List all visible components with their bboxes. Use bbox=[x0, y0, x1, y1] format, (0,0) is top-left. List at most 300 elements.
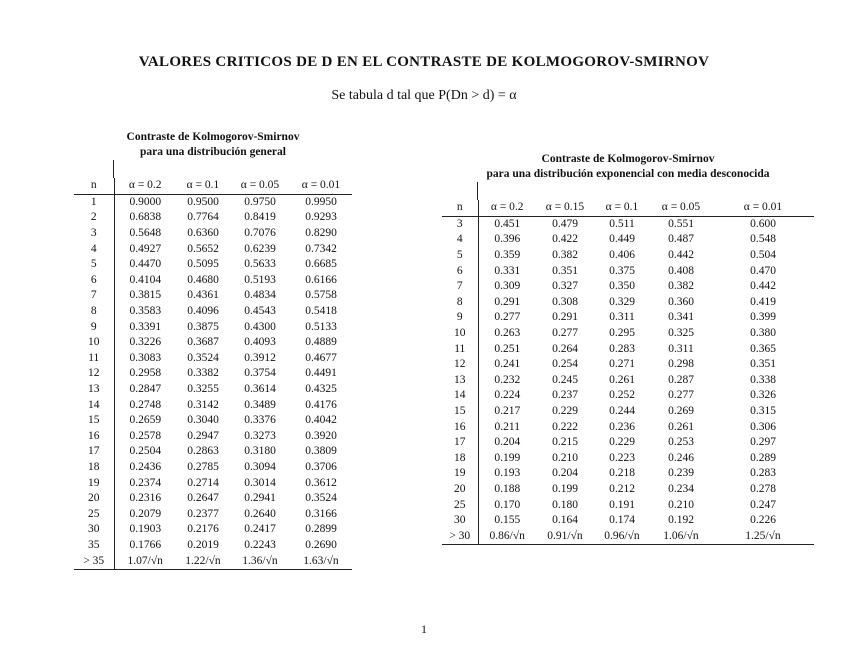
critical-value-cell: 0.5095 bbox=[187, 258, 219, 271]
column-header-alpha: α = 0.05 bbox=[650, 200, 712, 216]
critical-value-cell: 0.3912 bbox=[244, 351, 276, 364]
table-row bbox=[74, 522, 352, 538]
critical-value-cell: 0.6360 bbox=[187, 227, 219, 240]
critical-value-cell: 0.236 bbox=[609, 420, 635, 433]
critical-value-cell: 0.2941 bbox=[244, 492, 276, 505]
column-header-alpha: α = 0.1 bbox=[594, 200, 650, 216]
critical-value-cell: 0.239 bbox=[668, 467, 694, 480]
critical-value-cell: 0.298 bbox=[668, 358, 694, 371]
critical-value-cell: 0.263 bbox=[494, 327, 521, 340]
critical-value-cell: 0.261 bbox=[668, 420, 694, 433]
critical-value-cell: 0.180 bbox=[552, 498, 578, 511]
critical-value-cell: 0.3809 bbox=[305, 445, 337, 458]
critical-value-cell: 0.1903 bbox=[129, 523, 162, 536]
critical-value-cell: 0.3489 bbox=[244, 398, 276, 411]
table-row bbox=[74, 491, 352, 507]
critical-value-cell: 0.86/√n bbox=[478, 528, 536, 544]
column-header-alpha: α = 0.2 bbox=[478, 200, 536, 216]
critical-value-cell: 0.241 bbox=[494, 358, 521, 371]
critical-value-cell: 0.419 bbox=[750, 295, 776, 308]
row-n-cell: 9 bbox=[442, 310, 478, 326]
row-n-cell: 14 bbox=[74, 397, 114, 413]
table-row bbox=[74, 460, 352, 476]
critical-value-cell: 0.551 bbox=[668, 217, 694, 230]
critical-value-cell: 1.63/√n bbox=[290, 553, 352, 569]
critical-value-cell: 0.6239 bbox=[244, 242, 276, 255]
critical-value-cell: 0.600 bbox=[750, 217, 776, 230]
critical-value-cell: 0.4042 bbox=[305, 414, 337, 427]
table-row bbox=[442, 497, 814, 513]
table-row bbox=[442, 513, 814, 529]
critical-value-cell: 0.278 bbox=[750, 482, 776, 495]
critical-value-cell: 0.9950 bbox=[305, 195, 337, 208]
critical-value-cell: 0.3524 bbox=[187, 351, 219, 364]
row-n-cell: 18 bbox=[74, 460, 114, 476]
row-n-cell: 15 bbox=[442, 404, 478, 420]
table-row bbox=[442, 482, 814, 498]
table-exponential bbox=[442, 200, 814, 545]
table-row bbox=[74, 397, 352, 413]
critical-value-cell: 0.5648 bbox=[129, 227, 162, 240]
critical-value-cell: 0.96/√n bbox=[594, 528, 650, 544]
critical-value-cell: 0.9000 bbox=[129, 195, 162, 208]
critical-value-cell: 0.5418 bbox=[305, 305, 337, 318]
critical-value-cell: 0.291 bbox=[552, 311, 578, 324]
critical-value-cell: 0.234 bbox=[668, 482, 694, 495]
critical-value-cell: 0.271 bbox=[609, 358, 635, 371]
critical-value-cell: 0.359 bbox=[494, 249, 521, 262]
table-row bbox=[442, 295, 814, 311]
critical-value-cell: 0.192 bbox=[668, 514, 694, 527]
critical-value-cell: 0.199 bbox=[552, 482, 578, 495]
critical-value-cell: 0.9750 bbox=[244, 195, 276, 208]
critical-value-cell: 0.2578 bbox=[129, 429, 162, 442]
critical-value-cell: 0.277 bbox=[552, 327, 578, 340]
critical-value-cell: 0.326 bbox=[750, 389, 776, 402]
table-row bbox=[74, 351, 352, 367]
critical-value-cell: 0.3142 bbox=[187, 398, 219, 411]
critical-value-cell: 0.204 bbox=[494, 436, 521, 449]
table-row bbox=[74, 304, 352, 320]
table-row bbox=[442, 373, 814, 389]
critical-value-cell: 0.3040 bbox=[187, 414, 219, 427]
critical-value-cell: 0.232 bbox=[494, 373, 521, 386]
critical-value-cell: 0.4176 bbox=[305, 398, 337, 411]
critical-value-cell: 0.3815 bbox=[129, 289, 162, 302]
table-row bbox=[74, 319, 352, 335]
critical-value-cell: 0.3180 bbox=[244, 445, 276, 458]
critical-value-cell: 0.449 bbox=[609, 233, 635, 246]
critical-value-cell: 0.2847 bbox=[129, 383, 162, 396]
critical-value-cell: 0.2316 bbox=[129, 492, 162, 505]
critical-value-cell: 0.199 bbox=[494, 451, 521, 464]
row-n-cell: 8 bbox=[74, 304, 114, 320]
critical-value-cell: 0.442 bbox=[668, 249, 694, 262]
critical-value-cell: 0.7342 bbox=[305, 242, 337, 255]
critical-value-cell: 0.315 bbox=[750, 405, 776, 418]
critical-value-cell: 0.212 bbox=[609, 482, 635, 495]
caption-line-2: para una distribución general bbox=[139, 146, 286, 158]
critical-value-cell: 0.2504 bbox=[129, 445, 162, 458]
critical-value-cell: 0.204 bbox=[552, 467, 578, 480]
critical-value-cell: 0.289 bbox=[750, 451, 776, 464]
critical-value-cell: 0.311 bbox=[609, 311, 635, 324]
row-n-cell: 12 bbox=[74, 366, 114, 382]
critical-value-cell: 0.247 bbox=[750, 498, 776, 511]
table-row bbox=[74, 538, 352, 554]
row-n-cell: > 30 bbox=[442, 528, 478, 544]
row-n-cell: 4 bbox=[74, 241, 114, 257]
critical-value-cell: 0.4104 bbox=[129, 273, 162, 286]
caption-line-2: para una distribución exponencial con media desconocida bbox=[486, 168, 770, 180]
critical-value-cell: 0.215 bbox=[552, 436, 578, 449]
row-n-cell: 13 bbox=[442, 373, 478, 389]
table-exponential-caption bbox=[442, 152, 814, 182]
critical-value-cell: 0.4325 bbox=[305, 383, 337, 396]
table-row bbox=[74, 382, 352, 398]
critical-value-cell: 0.193 bbox=[494, 467, 521, 480]
caption-line-1: Contraste de Kolmogorov-Smirnov bbox=[126, 131, 300, 143]
critical-value-cell: 0.254 bbox=[552, 358, 578, 371]
table-row bbox=[442, 466, 814, 482]
critical-value-cell: 0.2079 bbox=[129, 507, 162, 520]
row-n-cell: 25 bbox=[442, 497, 478, 513]
critical-value-cell: 0.375 bbox=[609, 264, 635, 277]
page-number: 1 bbox=[421, 622, 427, 636]
critical-value-cell: 0.222 bbox=[552, 420, 578, 433]
row-n-cell: 20 bbox=[74, 491, 114, 507]
column-header-n: n bbox=[74, 178, 114, 194]
row-n-cell: 3 bbox=[74, 226, 114, 242]
table-row bbox=[442, 263, 814, 279]
critical-value-cell: 1.22/√n bbox=[176, 553, 230, 569]
critical-value-cell: 0.2417 bbox=[244, 523, 276, 536]
critical-value-cell: 0.226 bbox=[750, 514, 776, 527]
critical-value-cell: 0.2176 bbox=[187, 523, 219, 536]
row-n-cell: 18 bbox=[442, 451, 478, 467]
row-n-cell: 17 bbox=[442, 435, 478, 451]
critical-value-cell: 1.06/√n bbox=[650, 528, 712, 544]
row-n-cell: 11 bbox=[74, 351, 114, 367]
table-row bbox=[442, 528, 814, 544]
row-n-cell: > 35 bbox=[74, 553, 114, 569]
critical-value-cell: 1.36/√n bbox=[230, 553, 290, 569]
critical-value-cell: 0.4677 bbox=[305, 351, 337, 364]
critical-value-cell: 0.2958 bbox=[129, 367, 162, 380]
critical-value-cell: 0.4361 bbox=[187, 289, 219, 302]
critical-value-cell: 0.351 bbox=[552, 264, 578, 277]
row-n-cell: 19 bbox=[442, 466, 478, 482]
critical-value-cell: 0.309 bbox=[494, 280, 521, 293]
critical-value-cell: 0.283 bbox=[750, 467, 776, 480]
critical-value-cell: 0.6166 bbox=[305, 273, 337, 286]
critical-value-cell: 0.253 bbox=[668, 436, 694, 449]
critical-value-cell: 0.91/√n bbox=[536, 528, 594, 544]
document-title: VALORES CRITICOS DE D EN EL CONTRASTE DE KOLMOGOROV-SMIRNOV bbox=[138, 54, 710, 70]
critical-value-cell: 0.237 bbox=[552, 389, 578, 402]
critical-value-cell: 0.223 bbox=[609, 451, 635, 464]
critical-value-cell: 0.399 bbox=[750, 311, 776, 324]
row-n-cell: 25 bbox=[74, 506, 114, 522]
table-general-caption bbox=[74, 130, 352, 160]
critical-value-cell: 0.2436 bbox=[129, 460, 162, 473]
column-header-alpha: α = 0.01 bbox=[290, 178, 352, 194]
critical-value-cell: 0.3382 bbox=[187, 367, 219, 380]
row-n-cell: 7 bbox=[442, 279, 478, 295]
row-n-cell: 15 bbox=[74, 413, 114, 429]
critical-value-cell: 0.252 bbox=[609, 389, 635, 402]
critical-value-cell: 0.4096 bbox=[187, 305, 219, 318]
critical-value-cell: 0.9500 bbox=[187, 195, 219, 208]
row-n-cell: 4 bbox=[442, 232, 478, 248]
critical-value-cell: 0.6838 bbox=[129, 211, 162, 224]
critical-value-cell: 0.2659 bbox=[129, 414, 162, 427]
critical-value-cell: 0.269 bbox=[668, 405, 694, 418]
table-row bbox=[74, 366, 352, 382]
table-body bbox=[442, 216, 814, 544]
row-n-cell: 16 bbox=[442, 419, 478, 435]
row-n-cell: 5 bbox=[74, 257, 114, 273]
column-header-alpha: α = 0.1 bbox=[176, 178, 230, 194]
table-row bbox=[442, 216, 814, 232]
critical-value-cell: 0.2377 bbox=[187, 507, 219, 520]
row-n-cell: 6 bbox=[442, 263, 478, 279]
critical-value-cell: 0.5652 bbox=[187, 242, 219, 255]
critical-value-cell: 0.504 bbox=[750, 249, 776, 262]
row-n-cell: 5 bbox=[442, 248, 478, 264]
critical-value-cell: 0.6685 bbox=[305, 258, 337, 271]
caption-line-1: Contraste de Kolmogorov-Smirnov bbox=[541, 153, 715, 165]
table-general-block bbox=[74, 130, 352, 570]
table-row bbox=[74, 413, 352, 429]
critical-value-cell: 0.406 bbox=[609, 249, 635, 262]
critical-value-cell: 0.360 bbox=[668, 295, 694, 308]
row-n-cell: 7 bbox=[74, 288, 114, 304]
critical-value-cell: 0.251 bbox=[494, 342, 521, 355]
critical-value-cell: 0.277 bbox=[668, 389, 694, 402]
critical-value-cell: 0.170 bbox=[494, 498, 521, 511]
document-subtitle: Se tabula d tal que P(Dn > d) = α bbox=[331, 88, 517, 103]
critical-value-cell: 0.174 bbox=[609, 514, 635, 527]
critical-value-cell: 0.442 bbox=[750, 280, 776, 293]
critical-value-cell: 0.164 bbox=[552, 514, 578, 527]
critical-value-cell: 0.341 bbox=[668, 311, 694, 324]
table-exponential-block bbox=[442, 152, 814, 545]
critical-value-cell: 0.4543 bbox=[244, 305, 276, 318]
critical-value-cell: 0.327 bbox=[552, 280, 578, 293]
critical-value-cell: 0.350 bbox=[609, 280, 635, 293]
table-row bbox=[442, 357, 814, 373]
critical-value-cell: 0.3524 bbox=[305, 492, 337, 505]
row-n-cell: 8 bbox=[442, 295, 478, 311]
table-general bbox=[74, 178, 352, 570]
critical-value-cell: 0.2690 bbox=[305, 538, 337, 551]
row-n-cell: 16 bbox=[74, 429, 114, 445]
critical-value-cell: 0.4889 bbox=[305, 336, 337, 349]
table-row bbox=[442, 404, 814, 420]
critical-value-cell: 0.382 bbox=[552, 249, 578, 262]
critical-value-cell: 0.245 bbox=[552, 373, 578, 386]
critical-value-cell: 0.3754 bbox=[244, 367, 276, 380]
critical-value-cell: 0.244 bbox=[609, 405, 635, 418]
row-n-cell: 9 bbox=[74, 319, 114, 335]
row-n-cell: 19 bbox=[74, 475, 114, 491]
table-row bbox=[442, 248, 814, 264]
critical-value-cell: 0.229 bbox=[552, 405, 578, 418]
column-header-n: n bbox=[442, 200, 478, 216]
table-row bbox=[74, 444, 352, 460]
critical-value-cell: 0.3612 bbox=[305, 476, 337, 489]
table-row bbox=[74, 335, 352, 351]
row-n-cell: 12 bbox=[442, 357, 478, 373]
critical-value-cell: 0.3687 bbox=[187, 336, 219, 349]
critical-value-cell: 0.224 bbox=[494, 389, 521, 402]
vertical-rule-stub bbox=[442, 182, 478, 200]
critical-value-cell: 0.4470 bbox=[129, 258, 162, 271]
critical-value-cell: 0.217 bbox=[494, 405, 521, 418]
critical-value-cell: 0.3614 bbox=[244, 383, 276, 396]
critical-value-cell: 0.470 bbox=[750, 264, 776, 277]
critical-value-cell: 0.325 bbox=[668, 327, 694, 340]
critical-value-cell: 0.4834 bbox=[244, 289, 276, 302]
critical-value-cell: 1.25/√n bbox=[712, 528, 814, 544]
critical-value-cell: 0.380 bbox=[750, 327, 776, 340]
table-row bbox=[442, 451, 814, 467]
critical-value-cell: 0.210 bbox=[552, 451, 578, 464]
critical-value-cell: 0.451 bbox=[494, 217, 521, 230]
critical-value-cell: 0.2748 bbox=[129, 398, 162, 411]
table-row bbox=[442, 310, 814, 326]
critical-value-cell: 0.382 bbox=[668, 280, 694, 293]
critical-value-cell: 0.261 bbox=[609, 373, 635, 386]
critical-value-cell: 0.479 bbox=[552, 217, 578, 230]
critical-value-cell: 0.3920 bbox=[305, 429, 337, 442]
critical-value-cell: 0.3706 bbox=[305, 460, 337, 473]
critical-value-cell: 0.8290 bbox=[305, 227, 337, 240]
row-n-cell: 20 bbox=[442, 482, 478, 498]
critical-value-cell: 0.295 bbox=[609, 327, 635, 340]
critical-value-cell: 0.1766 bbox=[129, 538, 162, 551]
critical-value-cell: 0.2863 bbox=[187, 445, 219, 458]
critical-value-cell: 0.277 bbox=[494, 311, 521, 324]
column-header-alpha: α = 0.01 bbox=[712, 200, 814, 216]
row-n-cell: 30 bbox=[74, 522, 114, 538]
table-row bbox=[442, 341, 814, 357]
critical-value-cell: 0.306 bbox=[750, 420, 776, 433]
critical-value-cell: 0.246 bbox=[668, 451, 694, 464]
critical-value-cell: 0.3083 bbox=[129, 351, 162, 364]
table-row bbox=[74, 288, 352, 304]
critical-value-cell: 0.191 bbox=[609, 498, 635, 511]
critical-value-cell: 0.396 bbox=[494, 233, 521, 246]
critical-value-cell: 0.4300 bbox=[244, 320, 276, 333]
vertical-rule-stub bbox=[74, 160, 114, 178]
row-n-cell: 11 bbox=[442, 341, 478, 357]
critical-value-cell: 0.2785 bbox=[187, 460, 219, 473]
critical-value-cell: 0.2374 bbox=[129, 476, 162, 489]
critical-value-cell: 0.3255 bbox=[187, 383, 219, 396]
critical-value-cell: 0.291 bbox=[494, 295, 521, 308]
row-n-cell: 10 bbox=[74, 335, 114, 351]
row-n-cell: 6 bbox=[74, 273, 114, 289]
row-n-cell: 17 bbox=[74, 444, 114, 460]
critical-value-cell: 0.3583 bbox=[129, 305, 162, 318]
critical-value-cell: 0.3273 bbox=[244, 429, 276, 442]
critical-value-cell: 0.487 bbox=[668, 233, 694, 246]
critical-value-cell: 0.211 bbox=[494, 420, 520, 433]
table-row bbox=[442, 388, 814, 404]
table-row bbox=[74, 475, 352, 491]
critical-value-cell: 0.3014 bbox=[244, 476, 276, 489]
table-row bbox=[442, 232, 814, 248]
table-header-row bbox=[74, 178, 352, 194]
table-row bbox=[74, 506, 352, 522]
critical-value-cell: 0.2947 bbox=[187, 429, 219, 442]
row-n-cell: 1 bbox=[74, 194, 114, 210]
critical-value-cell: 0.331 bbox=[494, 264, 521, 277]
critical-value-cell: 0.4927 bbox=[129, 242, 162, 255]
critical-value-cell: 0.511 bbox=[609, 217, 635, 230]
critical-value-cell: 0.5758 bbox=[305, 289, 337, 302]
critical-value-cell: 0.338 bbox=[750, 373, 776, 386]
critical-value-cell: 0.4093 bbox=[244, 336, 276, 349]
critical-value-cell: 0.4491 bbox=[305, 367, 337, 380]
critical-value-cell: 0.5633 bbox=[244, 258, 276, 271]
critical-value-cell: 0.3226 bbox=[129, 336, 162, 349]
column-header-alpha: α = 0.2 bbox=[114, 178, 176, 194]
critical-value-cell: 0.5133 bbox=[305, 320, 337, 333]
table-row bbox=[442, 279, 814, 295]
row-n-cell: 14 bbox=[442, 388, 478, 404]
table-row bbox=[74, 257, 352, 273]
critical-value-cell: 0.283 bbox=[609, 342, 635, 355]
critical-value-cell: 0.7764 bbox=[187, 211, 219, 224]
critical-value-cell: 0.218 bbox=[609, 467, 635, 480]
critical-value-cell: 0.297 bbox=[750, 436, 776, 449]
column-header-alpha: α = 0.05 bbox=[230, 178, 290, 194]
table-row bbox=[74, 553, 352, 569]
critical-value-cell: 0.3166 bbox=[305, 507, 337, 520]
row-n-cell: 2 bbox=[74, 210, 114, 226]
table-row bbox=[442, 326, 814, 342]
column-header-alpha: α = 0.15 bbox=[536, 200, 594, 216]
critical-value-cell: 0.8419 bbox=[244, 211, 276, 224]
critical-value-cell: 0.210 bbox=[668, 498, 694, 511]
table-row bbox=[74, 194, 352, 210]
critical-value-cell: 0.4680 bbox=[187, 273, 219, 286]
table-row bbox=[74, 273, 352, 289]
critical-value-cell: 0.2640 bbox=[244, 507, 276, 520]
critical-value-cell: 0.351 bbox=[750, 358, 776, 371]
table-row bbox=[442, 435, 814, 451]
row-n-cell: 35 bbox=[74, 538, 114, 554]
table-row bbox=[74, 210, 352, 226]
critical-value-cell: 0.365 bbox=[750, 342, 776, 355]
critical-value-cell: 0.548 bbox=[750, 233, 776, 246]
row-n-cell: 3 bbox=[442, 216, 478, 232]
row-n-cell: 13 bbox=[74, 382, 114, 398]
table-row bbox=[74, 241, 352, 257]
critical-value-cell: 0.329 bbox=[609, 295, 635, 308]
critical-value-cell: 0.408 bbox=[668, 264, 694, 277]
critical-value-cell: 0.3391 bbox=[129, 320, 162, 333]
critical-value-cell: 0.287 bbox=[668, 373, 694, 386]
critical-value-cell: 0.311 bbox=[668, 342, 694, 355]
critical-value-cell: 0.3875 bbox=[187, 320, 219, 333]
critical-value-cell: 0.2899 bbox=[305, 523, 337, 536]
critical-value-cell: 0.155 bbox=[494, 514, 521, 527]
row-n-cell: 10 bbox=[442, 326, 478, 342]
